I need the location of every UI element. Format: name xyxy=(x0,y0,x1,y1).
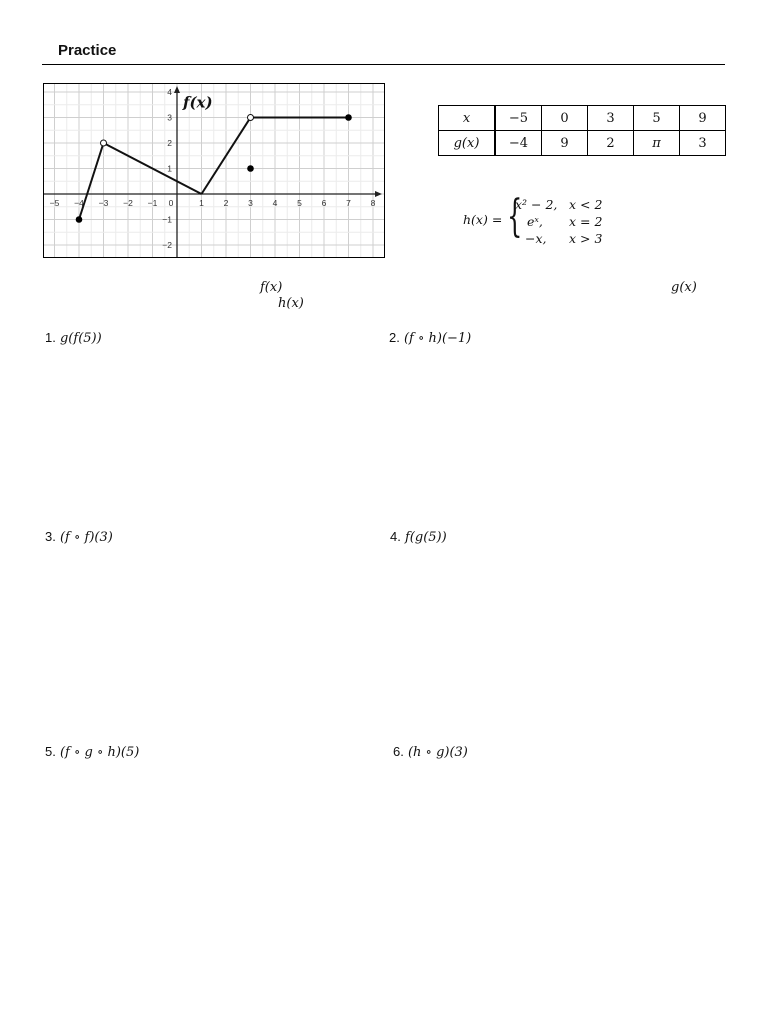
problem-expression: (h ∘ g)(3) xyxy=(407,745,468,760)
g-table-x-cell: −5 xyxy=(495,106,542,131)
title-divider xyxy=(42,64,725,65)
caption-h: h(x) xyxy=(278,296,304,311)
x-tick-label: 8 xyxy=(370,198,376,208)
problem-4 xyxy=(390,529,447,545)
x-tick-label: 3 xyxy=(248,198,253,208)
y-tick-label: −2 xyxy=(162,240,172,250)
h-piece-expr: −x, xyxy=(525,231,547,246)
g-table-x-cell: 5 xyxy=(634,106,680,131)
g-table xyxy=(438,105,726,156)
g-table-g-cell: 9 xyxy=(542,131,588,156)
h-piece-expr: eˣ, xyxy=(527,214,543,229)
x-tick-label: 1 xyxy=(199,198,204,208)
g-table-x-cell: 0 xyxy=(542,106,588,131)
problem-5 xyxy=(45,744,139,760)
y-tick-label: 3 xyxy=(167,112,172,123)
problem-3 xyxy=(45,529,113,545)
problem-expression: (f ∘ h)(−1) xyxy=(403,331,472,346)
problem-expression: (f ∘ f)(3) xyxy=(59,530,113,545)
problem-1 xyxy=(45,330,102,346)
graph-label: f(x) xyxy=(183,93,213,112)
x-tick-label: 0 xyxy=(168,198,174,208)
h-piece-cond: x < 2 xyxy=(569,197,603,212)
x-tick-label: 2 xyxy=(223,198,229,208)
x-tick-label: −4 xyxy=(74,198,84,208)
problem-expression: (f ∘ g ∘ h)(5) xyxy=(59,745,140,760)
g-table-x-cell: 3 xyxy=(588,106,634,131)
y-tick-label: 2 xyxy=(167,138,172,148)
x-tick-label: 4 xyxy=(272,198,278,208)
g-table-g-header: g(x) xyxy=(439,131,496,156)
problem-expression: g(f(5)) xyxy=(59,331,102,346)
caption-f: f(x) xyxy=(260,280,283,295)
problem-number: 5. xyxy=(45,744,56,759)
g-table-x-header: x xyxy=(439,106,496,131)
open-point xyxy=(101,140,107,146)
problem-number: 2. xyxy=(389,330,400,345)
problem-6 xyxy=(393,744,468,760)
x-tick-label: 5 xyxy=(297,198,302,208)
page-title: Practice xyxy=(58,42,117,59)
h-piece-cond: x = 2 xyxy=(569,214,603,229)
f-graph-svg xyxy=(44,84,384,257)
x-tick-label: 6 xyxy=(321,198,327,208)
x-tick-label: −1 xyxy=(147,198,158,208)
closed-point xyxy=(247,165,254,172)
g-table-x-row xyxy=(439,106,726,131)
problem-2 xyxy=(389,330,471,346)
h-definition-brace: { xyxy=(507,191,523,242)
g-table-g-cell: −4 xyxy=(495,131,542,156)
y-tick-label: 4 xyxy=(167,87,172,97)
open-point xyxy=(248,115,254,121)
x-tick-label: −5 xyxy=(49,198,60,208)
x-tick-label: 7 xyxy=(346,198,351,208)
problem-number: 1. xyxy=(45,330,56,345)
problem-expression: f(g(5)) xyxy=(404,530,447,545)
problem-number: 3. xyxy=(45,529,56,544)
g-table-g-row xyxy=(439,131,726,156)
y-tick-label: 1 xyxy=(167,163,172,174)
problem-number: 4. xyxy=(390,529,401,544)
y-tick-label: −1 xyxy=(162,214,172,225)
g-table-x-cell: 9 xyxy=(680,106,726,131)
g-table-g-cell: π xyxy=(634,131,680,156)
closed-point xyxy=(345,114,352,121)
caption-g: g(x) xyxy=(671,280,697,295)
closed-point xyxy=(76,216,83,223)
x-tick-label: −2 xyxy=(123,198,133,208)
f-graph xyxy=(43,83,385,258)
x-axis-arrow xyxy=(375,191,382,197)
y-axis-arrow xyxy=(174,86,180,93)
x-tick-label: −3 xyxy=(98,198,109,208)
problem-number: 6. xyxy=(393,744,404,759)
h-piece-cond: x > 3 xyxy=(569,231,603,246)
h-definition-lhs: h(x) = xyxy=(463,212,503,227)
h-piece-expr: x² − 2, xyxy=(515,197,558,212)
g-table-g-cell: 2 xyxy=(588,131,634,156)
g-table-g-cell: 3 xyxy=(680,131,726,156)
